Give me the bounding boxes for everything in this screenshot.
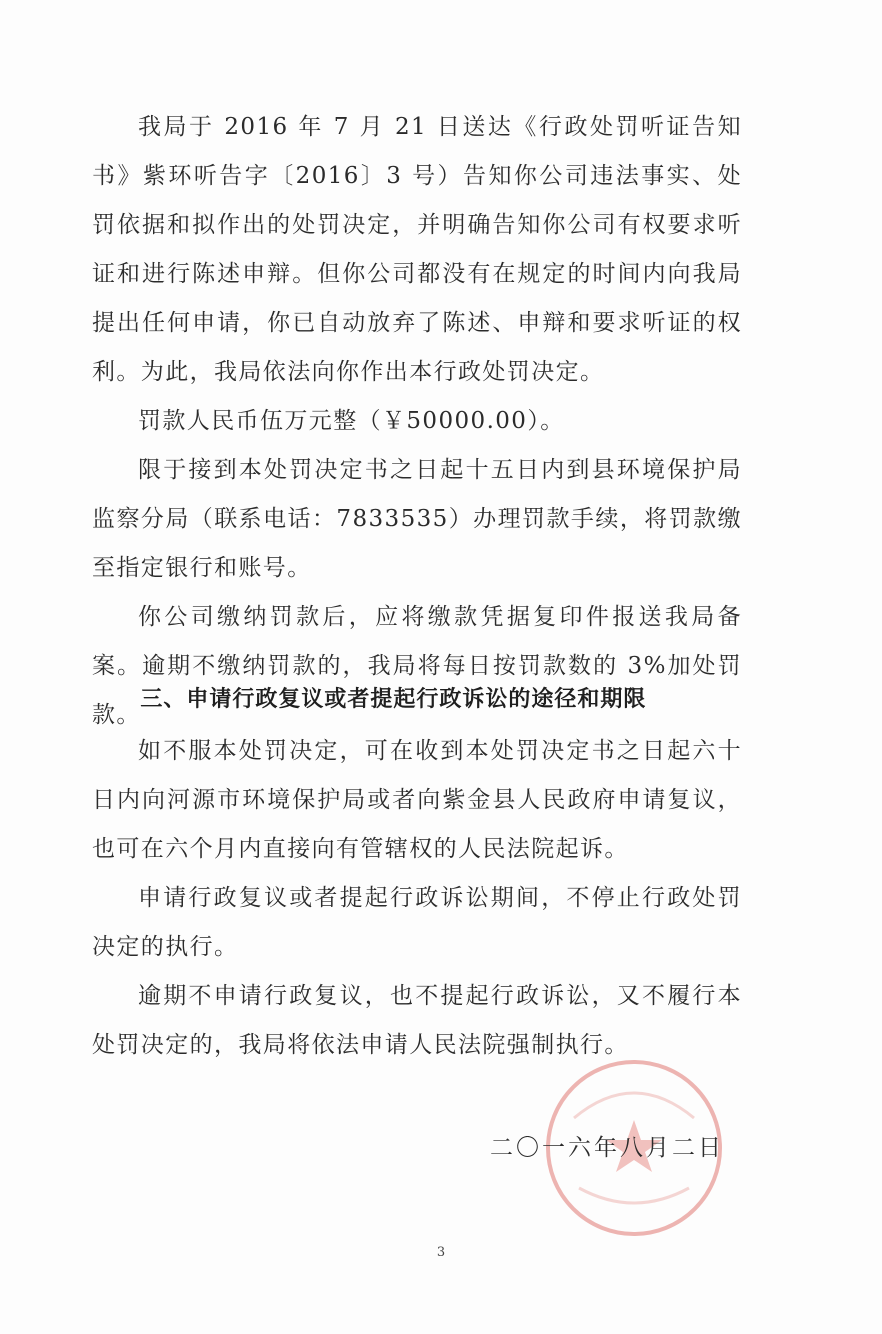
paragraph-fine-amount: 罚款人民币伍万元整（￥50000.00）。 (138, 408, 565, 434)
paragraph-hearing-notice: 我局于 2016 年 7 月 21 日送达《行政处罚听证告知书》紫环听告字〔2016〕3 号）告知你公司违法事实、处罚依据和拟作出的处罚决定，并明确告知你公司有权要求听证和进行陈述申辩。但你公司都没有在规定的时间内向我局提出任何申请，你已自动放弃了陈述、申辩和要求听证的权利。为此，我局依法向你作出本行政处罚决定。 (92, 114, 742, 385)
section-heading-appeal: 三、申请行政复议或者提起行政诉讼的途径和期限 (140, 687, 647, 712)
paragraph-enforcement: 逾期不申请行政复议，也不提起行政诉讼，又不履行本处罚决定的，我局将依法申请人民法院强制执行。 (92, 983, 742, 1058)
paragraph-late-penalty: 你公司缴纳罚款后，应将缴款凭据复印件报送我局备案。逾期不缴纳罚款的，我局将每日按罚款数的 3%加处罚款。 (92, 604, 742, 728)
paragraph-no-suspension: 申请行政复议或者提起行政诉讼期间，不停止行政处罚决定的执行。 (92, 885, 742, 960)
document-date: 二〇一六年八月二日 (490, 1135, 724, 1161)
paragraph-appeal-options: 如不服本处罚决定，可在收到本处罚决定书之日起六十日内向河源市环境保护局或者向紫金县人民政府申请复议，也可在六个月内直接向有管辖权的人民法院起诉。 (92, 738, 742, 862)
paragraph-payment-deadline: 限于接到本处罚决定书之日起十五日内到县环境保护局监察分局（联系电话：7833535）办理罚款手续，将罚款缴至指定银行和账号。 (92, 457, 742, 581)
page-number: 3 (436, 1245, 446, 1260)
